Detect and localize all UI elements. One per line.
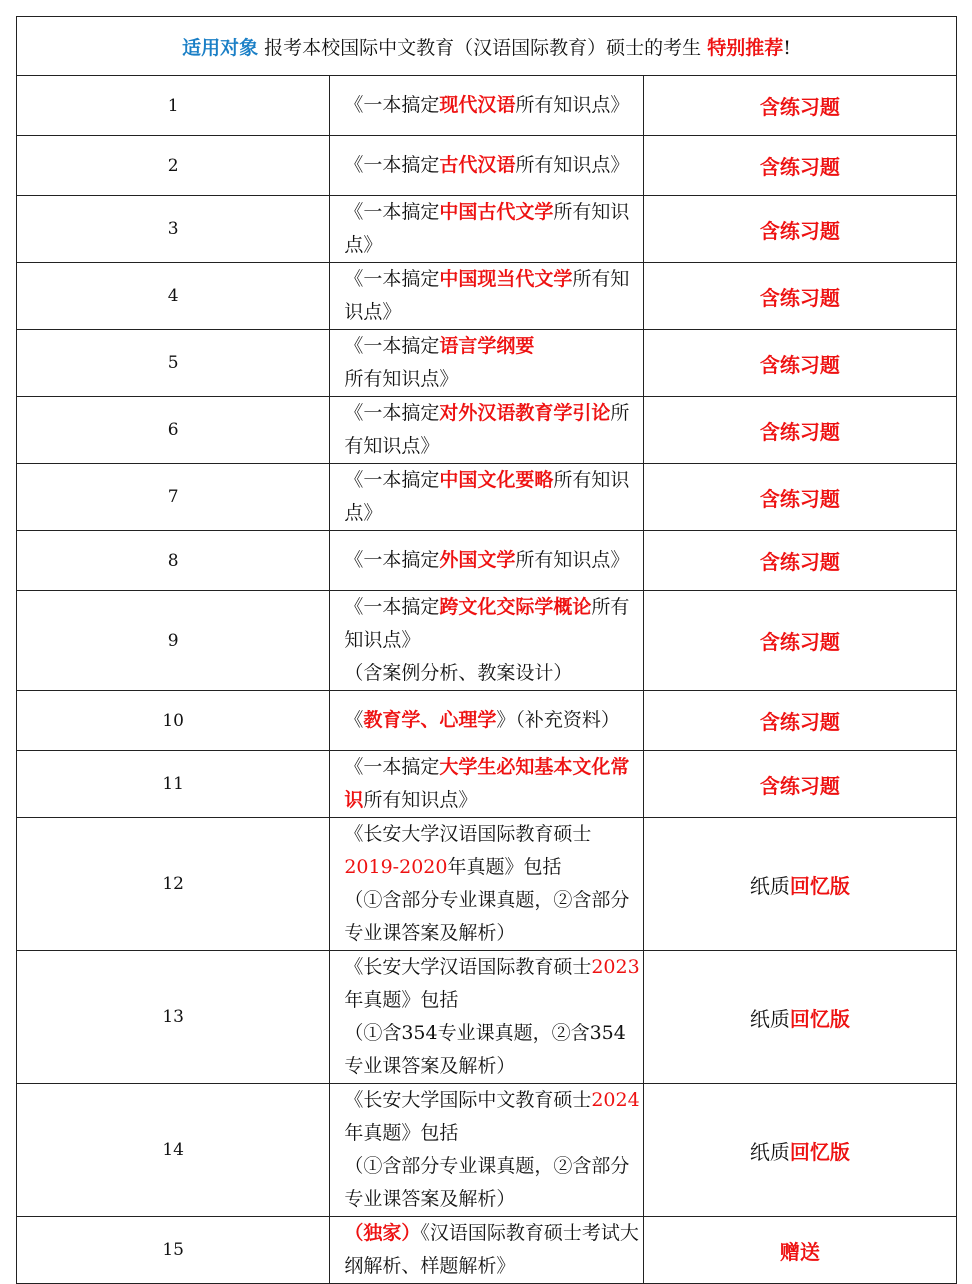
- title-text: （①含部分专业课真题，②含部分专业课答案及解析）: [344, 1155, 630, 1210]
- table-row: [17, 1217, 957, 1284]
- table-row: [17, 397, 957, 464]
- row-number: 9: [17, 591, 330, 691]
- highlighted-text: 2019-2020: [344, 856, 448, 878]
- row-number: 12: [17, 818, 330, 951]
- title-line: [344, 1084, 642, 1150]
- title-text: 年真题》包括: [344, 1122, 459, 1144]
- table-row: [17, 136, 957, 196]
- title-text: 所有知识点》: [344, 469, 630, 524]
- title-text: 《长安大学汉语国际教育硕士: [344, 956, 592, 978]
- material-title: [330, 691, 643, 751]
- title-text: 所有知识点》: [515, 94, 630, 116]
- note-highlight: 含练习题: [759, 550, 840, 574]
- row-number: 13: [17, 951, 330, 1084]
- material-note: [643, 464, 956, 531]
- title-text: （①含部分专业课真题，②含部分专业课答案及解析）: [344, 889, 630, 944]
- highlighted-text: 语言学纲要: [439, 335, 535, 357]
- note-highlight: 含练习题: [759, 218, 840, 243]
- table-row: [17, 951, 957, 1084]
- note-highlight: 含练习题: [759, 710, 840, 734]
- title-text: 《: [344, 709, 364, 731]
- table-row: [17, 531, 957, 591]
- title-text: 《一本搞定: [344, 469, 440, 491]
- title-line: [344, 330, 642, 396]
- title-line: [344, 884, 642, 950]
- table-row: [17, 751, 957, 818]
- material-note: [643, 951, 956, 1084]
- title-text: 《一本搞定: [344, 268, 440, 290]
- title-text: 》（补充资料）: [496, 709, 620, 731]
- material-title: [330, 818, 643, 951]
- audience-text: 报考本校国际中文教育（汉语国际教育）硕士的考生: [258, 36, 708, 59]
- recommendation-table: [16, 16, 957, 1284]
- note-highlight: 回忆版: [789, 1139, 850, 1164]
- table-row: [17, 1084, 957, 1217]
- note-highlight: 含练习题: [759, 630, 840, 654]
- title-text: 《一本搞定: [344, 549, 440, 571]
- note-highlight: 含练习题: [759, 155, 840, 179]
- row-number: 1: [17, 76, 330, 136]
- title-text: （①含354专业课真题，②含354专业课答案及解析）: [344, 1022, 626, 1077]
- material-title: [330, 531, 643, 591]
- row-number: 14: [17, 1084, 330, 1217]
- audience-label: 适用对象: [182, 36, 259, 59]
- row-number: 11: [17, 751, 330, 818]
- material-note: [643, 1217, 956, 1284]
- table-row: [17, 464, 957, 531]
- title-text: 所有知识点》: [344, 596, 630, 651]
- title-line: [344, 196, 642, 262]
- material-title: [330, 591, 643, 691]
- note-highlight: 含练习题: [759, 352, 840, 377]
- table-row: [17, 818, 957, 951]
- note-highlight: 回忆版: [789, 873, 850, 898]
- material-title: [330, 136, 643, 196]
- row-number: 6: [17, 397, 330, 464]
- row-number: 7: [17, 464, 330, 531]
- table-row: [17, 196, 957, 263]
- title-text: 所有知识点》: [515, 549, 630, 571]
- title-line: [344, 149, 642, 182]
- title-line: [344, 657, 642, 690]
- highlighted-text: 中国文化要略: [439, 469, 554, 491]
- table-body: [17, 76, 957, 1284]
- material-note: [643, 263, 956, 330]
- material-title: [330, 464, 643, 531]
- title-line: [344, 951, 642, 1017]
- title-text: 所有知识点》: [344, 368, 459, 390]
- highlighted-text: 外国文学: [439, 549, 516, 571]
- highlighted-text: 2024: [591, 1089, 640, 1111]
- highlighted-text: 跨文化交际学概论: [439, 596, 592, 618]
- title-line: [344, 544, 642, 577]
- title-line: [344, 751, 642, 817]
- note-text: 纸质: [749, 1139, 790, 1164]
- title-line: [344, 263, 642, 329]
- material-title: [330, 397, 643, 464]
- table-row: [17, 591, 957, 691]
- title-text: 《一本搞定: [344, 402, 440, 424]
- row-number: 10: [17, 691, 330, 751]
- note-highlight: 含练习题: [759, 773, 840, 798]
- highlighted-text: 对外汉语教育学引论: [439, 402, 611, 424]
- title-text: 所有知识点》: [344, 201, 630, 256]
- material-title: [330, 196, 643, 263]
- header-end: !: [783, 36, 791, 59]
- material-note: [643, 818, 956, 951]
- highlighted-text: 2023: [591, 956, 640, 978]
- material-title: [330, 1217, 643, 1284]
- title-text: 《一本搞定: [344, 94, 440, 116]
- row-number: 8: [17, 531, 330, 591]
- material-title: [330, 330, 643, 397]
- title-text: 《长安大学国际中文教育硕士: [344, 1089, 592, 1111]
- material-note: [643, 196, 956, 263]
- title-text: 《一本搞定: [344, 335, 440, 357]
- note-highlight: 含练习题: [759, 95, 840, 119]
- row-number: 4: [17, 263, 330, 330]
- table-row: [17, 76, 957, 136]
- title-text: 《一本搞定: [344, 201, 440, 223]
- title-text: 所有知识点》: [344, 268, 630, 323]
- highlighted-text: 古代汉语: [439, 154, 516, 176]
- table-row: [17, 330, 957, 397]
- title-line: [344, 1217, 642, 1283]
- material-title: [330, 263, 643, 330]
- recommend-highlight: 特别推荐: [707, 36, 784, 59]
- title-line: [344, 1150, 642, 1216]
- title-line: [344, 89, 642, 122]
- material-title: [330, 751, 643, 818]
- material-title: [330, 951, 643, 1084]
- highlighted-text: 教育学、心理学: [363, 709, 497, 731]
- material-note: [643, 330, 956, 397]
- highlighted-text: 大学生必知基本文化常识: [344, 756, 630, 811]
- row-number: 3: [17, 196, 330, 263]
- title-text: 年真题》包括: [447, 856, 562, 878]
- title-text: 《一本搞定: [344, 756, 440, 778]
- title-line: [344, 1017, 642, 1083]
- row-number: 15: [17, 1217, 330, 1284]
- material-note: [643, 1084, 956, 1217]
- material-note: [643, 591, 956, 691]
- material-note: [643, 751, 956, 818]
- material-note: [643, 136, 956, 196]
- table-header: [17, 17, 957, 76]
- title-line: [344, 464, 642, 530]
- table-row: [17, 691, 957, 751]
- row-number: 5: [17, 330, 330, 397]
- title-line: [344, 704, 642, 737]
- material-note: [643, 691, 956, 751]
- note-highlight: 回忆版: [789, 1006, 850, 1031]
- note-highlight: 含练习题: [759, 486, 840, 511]
- note-highlight: 含练习题: [759, 419, 840, 444]
- highlighted-text: 中国古代文学: [439, 201, 554, 223]
- title-text: 所有知识点》: [515, 154, 630, 176]
- title-line: [344, 591, 642, 657]
- note-highlight: 含练习题: [759, 285, 840, 310]
- material-title: [330, 76, 643, 136]
- material-note: [643, 76, 956, 136]
- title-text: 年真题》包括: [344, 989, 459, 1011]
- title-text: 《汉语国际教育硕士考试大纲解析、样题解析》: [344, 1222, 639, 1277]
- note-text: 纸质: [749, 873, 790, 898]
- highlighted-text: （独家）: [344, 1222, 421, 1244]
- row-number: 2: [17, 136, 330, 196]
- title-text: 《长安大学汉语国际教育硕士: [344, 823, 592, 845]
- title-text: 《一本搞定: [344, 596, 440, 618]
- note-highlight: 赠送: [779, 1239, 820, 1264]
- title-text: 《一本搞定: [344, 154, 440, 176]
- material-note: [643, 531, 956, 591]
- title-line: [344, 397, 642, 463]
- table-row: [17, 263, 957, 330]
- title-line: [344, 818, 642, 884]
- title-text: （含案例分析、教案设计）: [344, 662, 573, 684]
- note-text: 纸质: [749, 1006, 790, 1031]
- highlighted-text: 中国现当代文学: [439, 268, 573, 290]
- highlighted-text: 现代汉语: [439, 94, 516, 116]
- material-note: [643, 397, 956, 464]
- title-text: 所有知识点》: [363, 789, 478, 811]
- title-text: 所有知识点》: [344, 402, 630, 457]
- material-title: [330, 1084, 643, 1217]
